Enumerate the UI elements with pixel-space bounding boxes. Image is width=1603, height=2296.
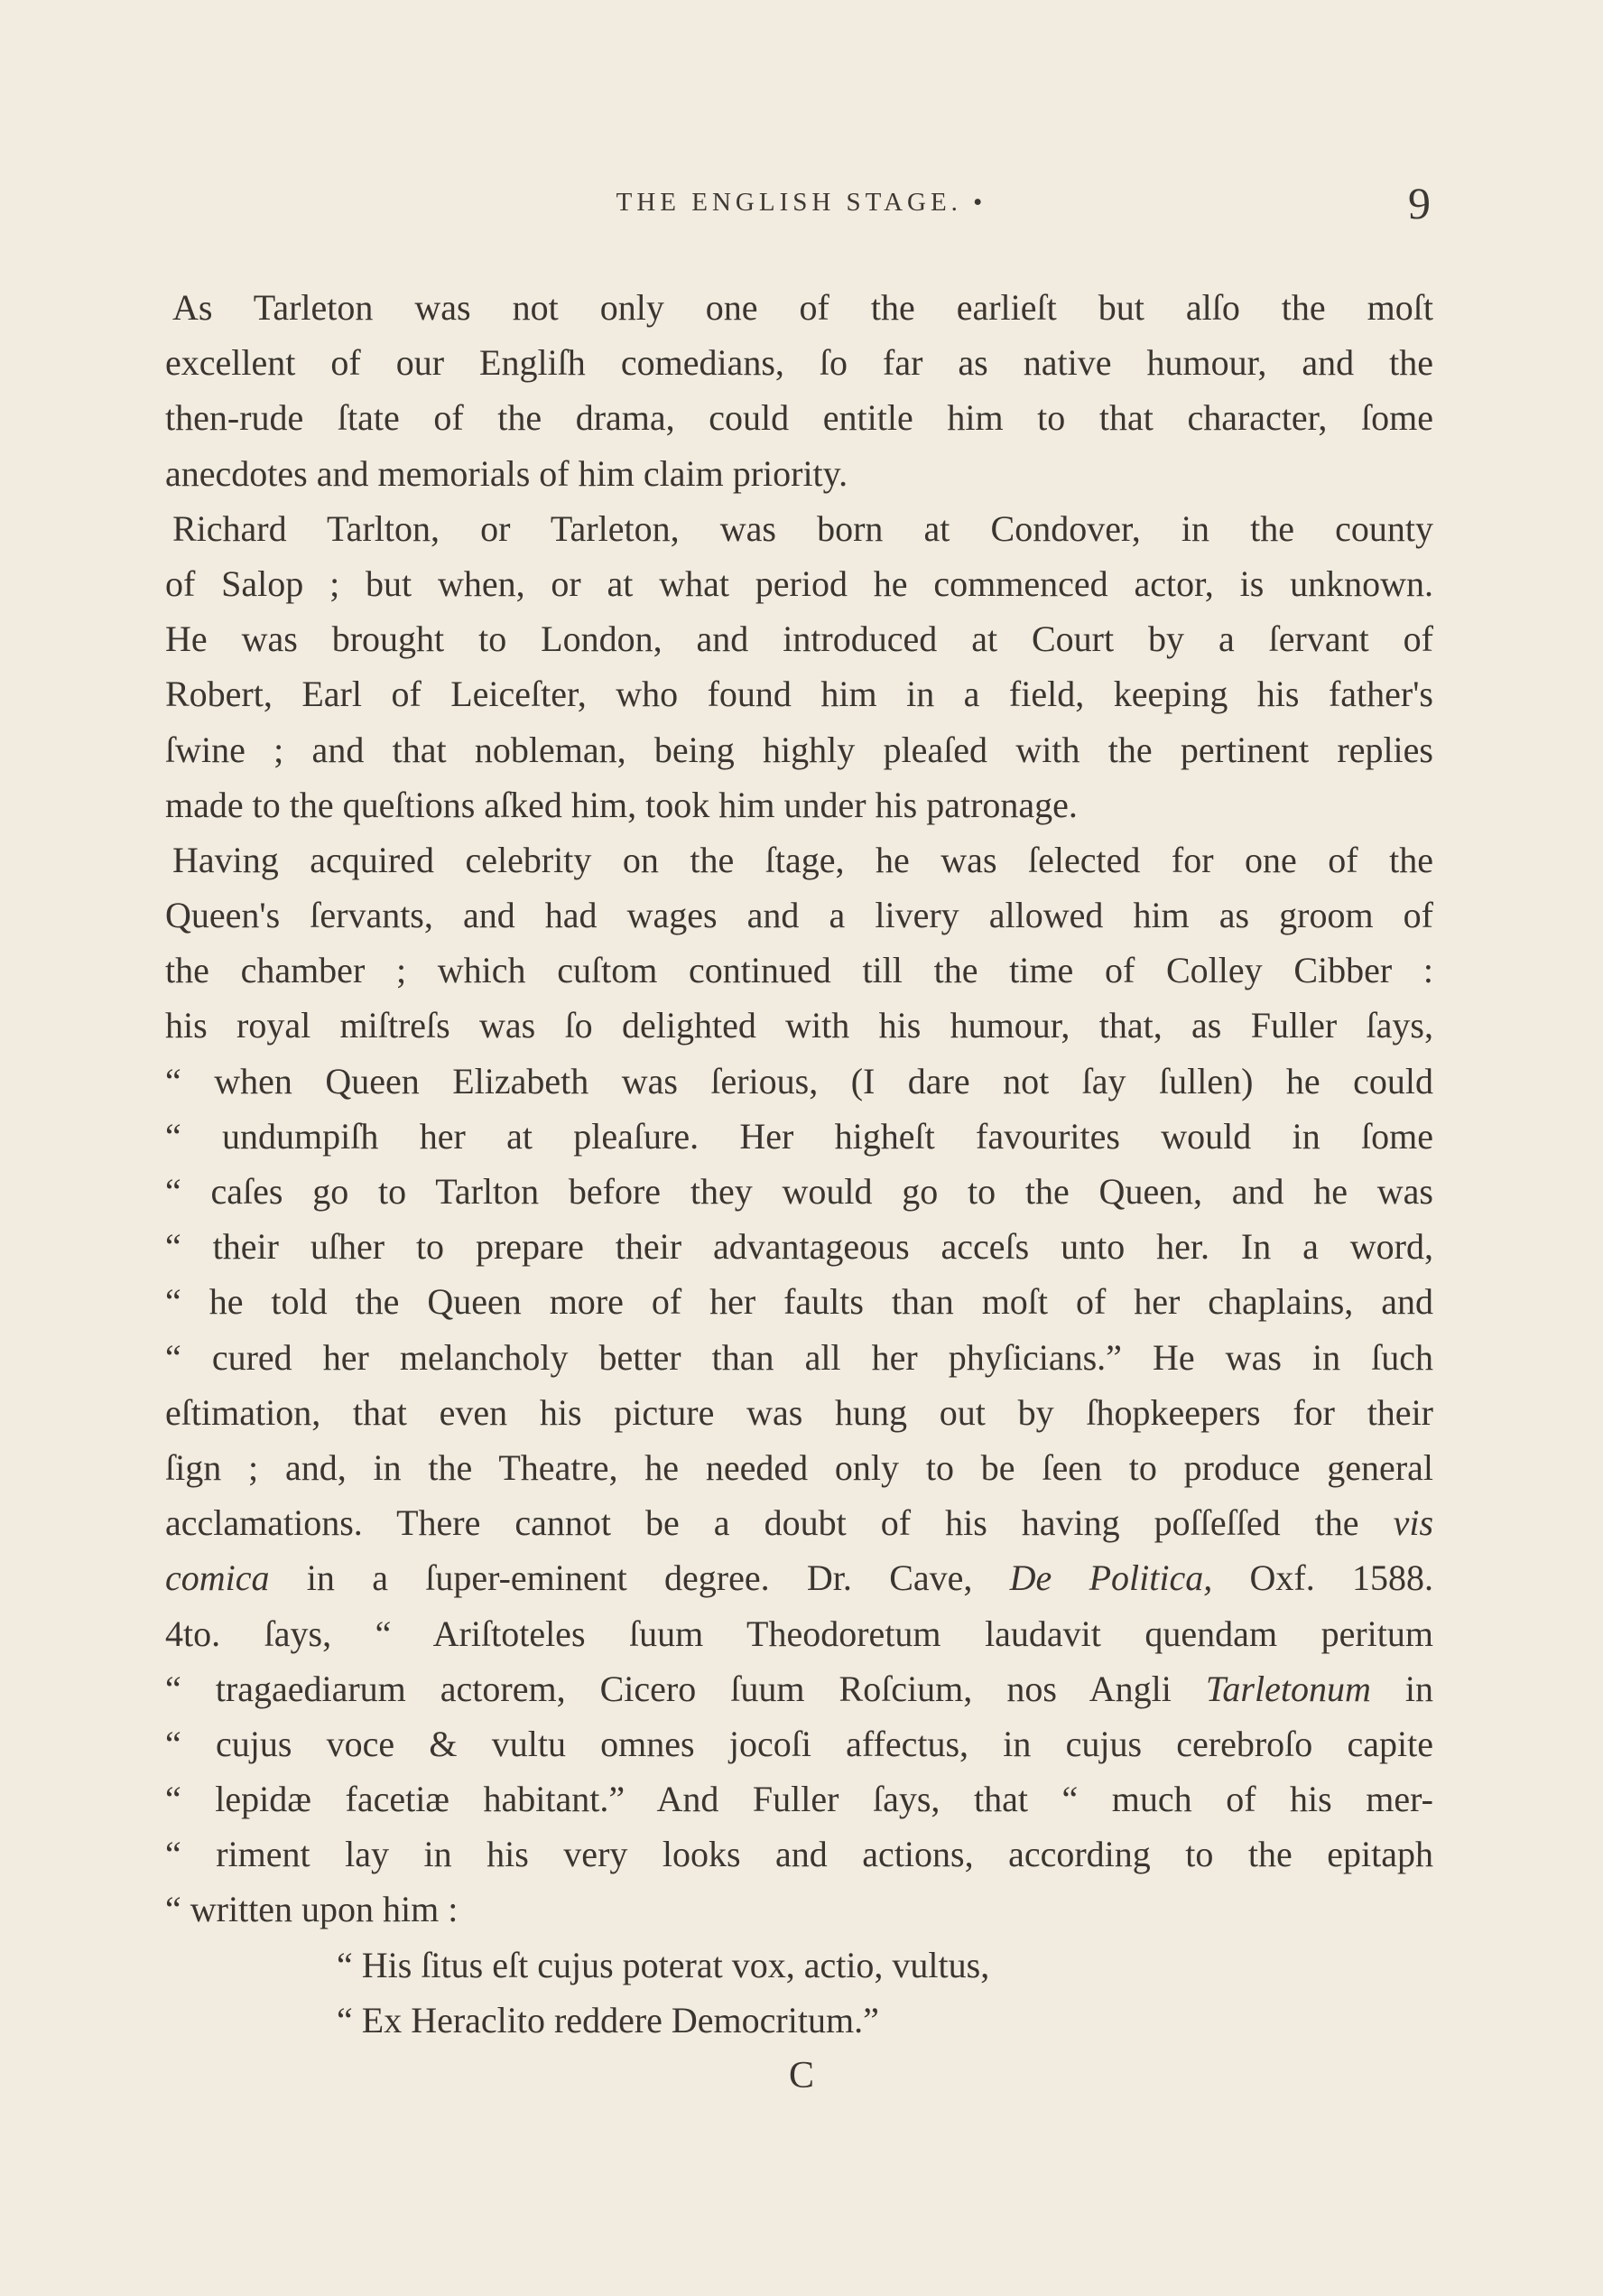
text-line: “ written upon him : [165,1889,459,1930]
epitaph-line: “ His ſitus eſt cujus poterat vox, actio, vultus, [337,1944,990,1985]
text-line: Richard Tarlton, or Tarleton, was born at Condover, in the county [172,507,1433,549]
text-line: “ cujus voce & vultu omnes jocoſi affectus, in cujus cerebroſo capite [165,1723,1433,1764]
text-line: ſwine ; and that nobleman, being highly pleaſed with the pertinent replies [165,729,1433,770]
body-text [165,280,1433,2048]
text-line: 4to. ſays, “ Ariſtoteles ſuum Theodoretum laudavit quendam peritum [165,1613,1433,1654]
text-line: the chamber ; which cuſtom continued till the time of Colley Cibber : [165,950,1433,991]
text-line: He was brought to London, and introduced at Court by a ſervant of [165,618,1433,660]
text-line: eſtimation, that even his picture was hung out by ſhopkeepers for their [165,1391,1433,1433]
text-line: anecdotes and memorials of him claim priority. [165,452,848,494]
text-line: ſign ; and, in the Theatre, he needed only to be ſeen to produce general [165,1446,1433,1488]
signature-mark: C [788,2055,814,2096]
text-line: “ he told the Queen more of her faults than moſt of her chaplains, and [165,1281,1433,1323]
text-line: excellent of our Engliſh comedians, ſo far as native humour, and the [165,342,1433,384]
text-line-mixed [165,1550,1433,1605]
text-line: of Salop ; but when, or at what period he commenced actor, is unknown. [165,562,1433,604]
epitaph-quote [165,1938,1433,2048]
text-segment: “ tragaediarum actorem, Cicero ſuum Roſcium, nos Angli [165,1668,1172,1709]
text-line: made to the queſtions aſked him, took him under his patronage. [165,784,1078,825]
text-line: “ lepidæ facetiæ habitant.” And Fuller ſays, that “ much of his mer- [165,1779,1433,1820]
book-title: De Politica, [1009,1557,1213,1599]
italic-term: vis [1393,1502,1434,1544]
text-line: then-rude ſtate of the drama, could entitle him to that character, ſome [165,397,1433,439]
page-header [165,178,1438,242]
text-line-mixed [165,1661,1433,1716]
running-title: THE ENGLISH STAGE. • [616,188,987,217]
italic-term: comica [165,1557,270,1599]
page-number: 9 [1408,178,1431,228]
text-line: his royal miſtreſs was ſo delighted with his humour, that, as Fuller ſays, [165,1005,1433,1046]
text-line: Robert, Earl of Leiceſter, who found him in a field, keeping his father's [165,674,1433,715]
text-line: “ their uſher to prepare their advantageous acceſs unto her. In a word, [165,1226,1433,1268]
text-line: Queen's ſervants, and had wages and a livery allowed him as groom of [165,895,1433,936]
italic-name: Tarletonum [1205,1668,1371,1709]
epitaph-line: “ Ex Heraclito reddere Democritum.” [337,1999,879,2040]
text-segment: in [1404,1668,1434,1709]
text-line: “ when Queen Elizabeth was ſerious, (I dare not ſay ſullen) he could [165,1060,1433,1102]
citation: Oxf. 1588. [1249,1557,1434,1599]
text-line: “ riment lay in his very looks and actions, according to the epitaph [165,1834,1433,1875]
text-line: “ cured her melancholy better than all her phyſicians.” He was in ſuch [165,1336,1433,1378]
text-line-mixed [165,1495,1433,1550]
text-line: “ caſes go to Tarlton before they would go to the Queen, and he was [165,1171,1433,1212]
text-segment: acclamations. There cannot be a doubt of his having poſſeſſed the [165,1502,1359,1544]
text-line: Having acquired celebrity on the ſtage, he was ſelected for one of the [172,839,1433,880]
text-segment: in a ſuper-eminent degree. Dr. Cave, [306,1557,973,1599]
text-line: “ undumpiſh her at pleaſure. Her higheſt favourites would in ſome [165,1115,1433,1157]
text-line: As Tarleton was not only one of the earlieſt but alſo the moſt [172,287,1433,328]
